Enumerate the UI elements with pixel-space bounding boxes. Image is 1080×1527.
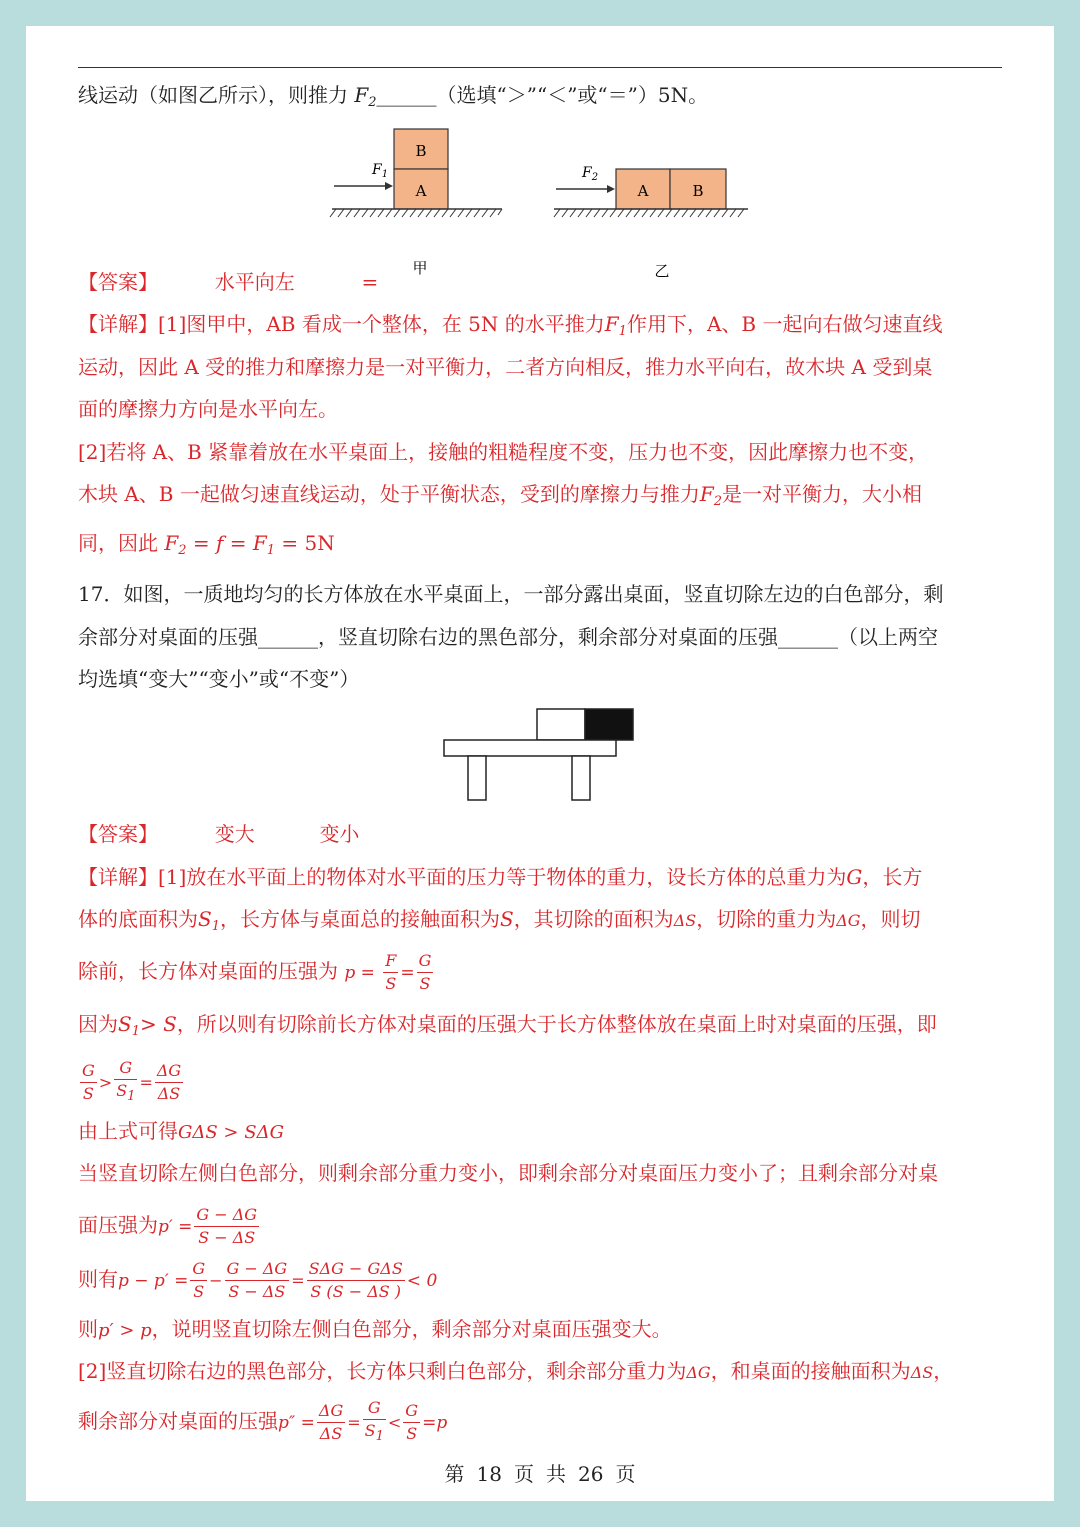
- detail17-l8: [78, 1200, 1008, 1252]
- detail16-text: 木块 A、B 一起做匀速直线运动，处于平衡状态，受到的摩擦力与推力: [78, 482, 700, 506]
- force1-label: $F_1$: [372, 162, 389, 180]
- answer16-line: [78, 267, 1008, 297]
- var-dg: ΔG: [836, 911, 861, 930]
- q17-l3: 均选填“变大”“变小”或“不变”）: [78, 667, 360, 691]
- force2-label: $F_2$: [582, 165, 599, 183]
- fraction-g-s1: $\frac{G}{S_1}$: [364, 1398, 384, 1444]
- q16-blank: ______: [376, 83, 437, 107]
- detail17-text: 则有: [78, 1267, 118, 1291]
- fraction-g-s: $\frac{G}{S}$: [405, 1401, 419, 1443]
- black-block: [585, 709, 633, 740]
- label-a: A: [415, 182, 427, 200]
- math-eq: =: [347, 1413, 361, 1432]
- detail17-l12: [78, 1396, 1008, 1448]
- q16-suffix: （选填“＞”“＜”或“＝”）5N。: [436, 83, 709, 107]
- var-g: G: [846, 865, 863, 889]
- detail16-text: [1]图甲中，AB 看成一个整体，在 5N 的水平推力: [158, 312, 605, 336]
- figure-table: [440, 706, 640, 806]
- fraction-p-prime: $\frac{G - \Delta G}{S - \Delta S}$: [226, 1259, 288, 1301]
- detail16-text: 是一对平衡力，大小相: [722, 482, 923, 506]
- detail17-text: 因为: [78, 1012, 118, 1036]
- detail16-text: 同，因此: [78, 531, 158, 555]
- math-lt: <: [387, 1413, 402, 1432]
- q16-tail-line: [78, 80, 1008, 118]
- footer-text: 页: [615, 1462, 636, 1486]
- detail17-text: ，长方: [862, 865, 923, 889]
- footer-text: 共: [546, 1462, 566, 1486]
- f2-sub: 2: [713, 494, 723, 509]
- var-s1-sub: 1: [211, 919, 220, 934]
- var-s1: S: [118, 1012, 132, 1036]
- detail17-text: 则: [78, 1317, 98, 1341]
- var-s1: S: [198, 907, 212, 931]
- detail17-text: ，则切: [860, 907, 921, 931]
- caption-yi: 乙: [654, 262, 670, 280]
- answer17-2: 变小: [319, 822, 360, 846]
- detail16-l2: 运动，因此 A 受的推力和摩擦力是一对平衡力，二者方向相反，推力水平向右，故木块 A 受到桌: [78, 355, 933, 379]
- detail17-l10: [78, 1314, 1008, 1346]
- fraction-g-s: $\frac{G}{S}$: [82, 1061, 95, 1103]
- f1-var: F: [604, 312, 619, 336]
- math-p: p =: [344, 963, 375, 983]
- answer17-line: [78, 819, 1008, 849]
- var-ds: ΔS: [910, 1363, 934, 1382]
- math-eq-p: =p: [422, 1413, 448, 1433]
- detail17-text: ，: [933, 1359, 954, 1383]
- detail17-text: ，切除的重力为: [696, 907, 837, 931]
- detail16-l1: [78, 309, 1008, 347]
- detail-tag: 【详解】: [78, 312, 158, 336]
- detail17-l9: [78, 1254, 1008, 1306]
- math-p-diff: p − p′ =: [118, 1271, 189, 1291]
- math-p-double-prime: p″ =: [278, 1413, 315, 1433]
- detail17-text: ，说明竖直切除左侧白色部分，剩余部分对桌面压强变大。: [151, 1317, 672, 1341]
- math-lt-zero: < 0: [406, 1271, 438, 1291]
- detail17-text: 剩余部分对桌面的压强: [78, 1409, 278, 1433]
- answer-tag: 【答案】: [78, 822, 158, 846]
- detail16-l6: [78, 528, 1008, 566]
- detail17-text: ，和桌面的接触面积为: [710, 1359, 911, 1383]
- fraction-g-s: $\frac{G}{S}$: [418, 951, 432, 993]
- fraction-dg-ds: $\frac{\Delta G}{\Delta S}$: [318, 1401, 344, 1443]
- math-eq: =: [400, 963, 415, 983]
- detail17-text: 由上式可得: [78, 1119, 178, 1143]
- math-gt: > S: [139, 1012, 177, 1036]
- f2-var: F: [699, 482, 714, 506]
- detail17-l5: [78, 1056, 1008, 1108]
- var-ds: ΔS: [673, 911, 697, 930]
- math-p-prime: p′ =: [158, 1217, 193, 1237]
- fraction-dg-ds: $\frac{\Delta G}{\Delta S}$: [156, 1061, 182, 1103]
- figure-jia: [330, 129, 502, 277]
- fraction-combined: $\frac{\text{SΔG − GΔS}}{S (S - \Delta S )}$: [308, 1259, 403, 1301]
- math-eq: =: [291, 1271, 305, 1290]
- detail17-l1: [78, 862, 1008, 892]
- math-eq: =: [139, 1073, 153, 1092]
- fraction-f-s: $\frac{F}{S}$: [385, 951, 397, 993]
- caption-jia: 甲: [412, 259, 428, 277]
- fraction-g-s1: $\frac{G}{S_1}$: [116, 1058, 136, 1104]
- table-top: [444, 740, 616, 756]
- math-minus: −: [209, 1271, 223, 1290]
- page-footer: [26, 1458, 1054, 1487]
- table-leg-right: [572, 756, 590, 800]
- figure-yi: [554, 165, 748, 280]
- var-dg: ΔG: [686, 1363, 711, 1382]
- detail17-text: 除前，长方体对桌面的压强为: [78, 959, 338, 983]
- detail17-l3: [78, 950, 1008, 995]
- detail17-text: ，所以则有切除前长方体对桌面的压强大于长方体整体放在桌面上时对桌面的压强，即: [176, 1012, 937, 1036]
- detail16-l4: [2]若将 A、B 紧靠着放在水平桌面上，接触的粗糙程度不变，压力也不变，因此摩擦力也不变，: [78, 440, 929, 464]
- f2-var: F: [354, 83, 369, 107]
- label-b-yi: B: [692, 182, 704, 200]
- white-block: [537, 709, 585, 740]
- detail17-l6: [78, 1116, 1008, 1148]
- footer-text: 第: [444, 1462, 465, 1486]
- var-s1-sub: 1: [131, 1024, 140, 1039]
- f2-sub: 2: [368, 95, 377, 110]
- label-a-yi: A: [637, 182, 649, 200]
- math-gt: >: [98, 1073, 113, 1092]
- total-pages: 26: [578, 1462, 604, 1486]
- math-p-compare: p′ > p: [98, 1320, 152, 1341]
- header-rule: [78, 67, 1002, 68]
- table-leg-left: [468, 756, 486, 800]
- answer16-1: 水平向左: [214, 270, 295, 294]
- answer-tag: 【答案】: [78, 270, 158, 294]
- detail17-l11: [78, 1356, 1008, 1388]
- document-page: [26, 26, 1054, 1501]
- detail17-text: ，其切除的面积为: [513, 907, 674, 931]
- q16-text: 线运动（如图乙所示），则推力: [78, 83, 348, 107]
- q17-l2: 余部分对桌面的压强______，竖直切除右边的黑色部分，剩余部分对桌面的压强______（以上两空: [78, 625, 938, 649]
- detail17-l7: 当竖直切除左侧白色部分，则剩余部分重力变小，即剩余部分对桌面压力变小了；且剩余部分对桌: [78, 1161, 938, 1185]
- detail16-text: 作用下，A、B 一起向右做匀速直线: [626, 312, 943, 336]
- q17-l1: 17．如图，一质地均匀的长方体放在水平桌面上，一部分露出桌面，竖直切除左边的白色部分，剩: [78, 582, 944, 606]
- ground-hatch-yi: [554, 209, 744, 217]
- detail17-text: 面压强为: [78, 1213, 158, 1237]
- label-b: B: [415, 142, 427, 160]
- detail17-text: ，长方体与桌面总的接触面积为: [219, 907, 500, 931]
- detail16-l3: 面的摩擦力方向是水平向左。: [78, 397, 338, 421]
- detail-tag: 【详解】: [78, 865, 158, 889]
- answer16-2: =: [361, 270, 379, 294]
- detail17-l2: [78, 904, 1008, 942]
- detail16-l5: [78, 479, 1008, 517]
- page-number: 18: [476, 1462, 502, 1486]
- force2-arrowhead: [607, 185, 615, 193]
- fraction-p-prime: $\frac{G - \Delta G}{S - \Delta S}$: [196, 1205, 258, 1247]
- equation-f2-f-f1: $F_2 = f = F_1 = 5N$: [164, 531, 335, 558]
- answer17-1: 变大: [214, 822, 255, 846]
- f1-sub: 1: [618, 324, 627, 339]
- figure-blocks: [326, 124, 786, 284]
- detail17-text: 体的底面积为: [78, 907, 198, 931]
- detail17-text: [2]竖直切除右边的黑色部分，长方体只剩白色部分，剩余部分重力为: [78, 1359, 687, 1383]
- force1-arrowhead: [385, 182, 393, 190]
- fraction-g-s: $\frac{G}{S}$: [192, 1259, 206, 1301]
- detail17-text: [1]放在水平面上的物体对水平面的压力等于物体的重力，设长方体的总重力为: [158, 865, 847, 889]
- detail17-l4: [78, 1009, 1008, 1047]
- footer-text: 页: [514, 1462, 534, 1486]
- ground-hatch-jia: [330, 209, 502, 217]
- var-s: S: [499, 907, 514, 931]
- math-inequality: GΔS > SΔG: [178, 1122, 284, 1143]
